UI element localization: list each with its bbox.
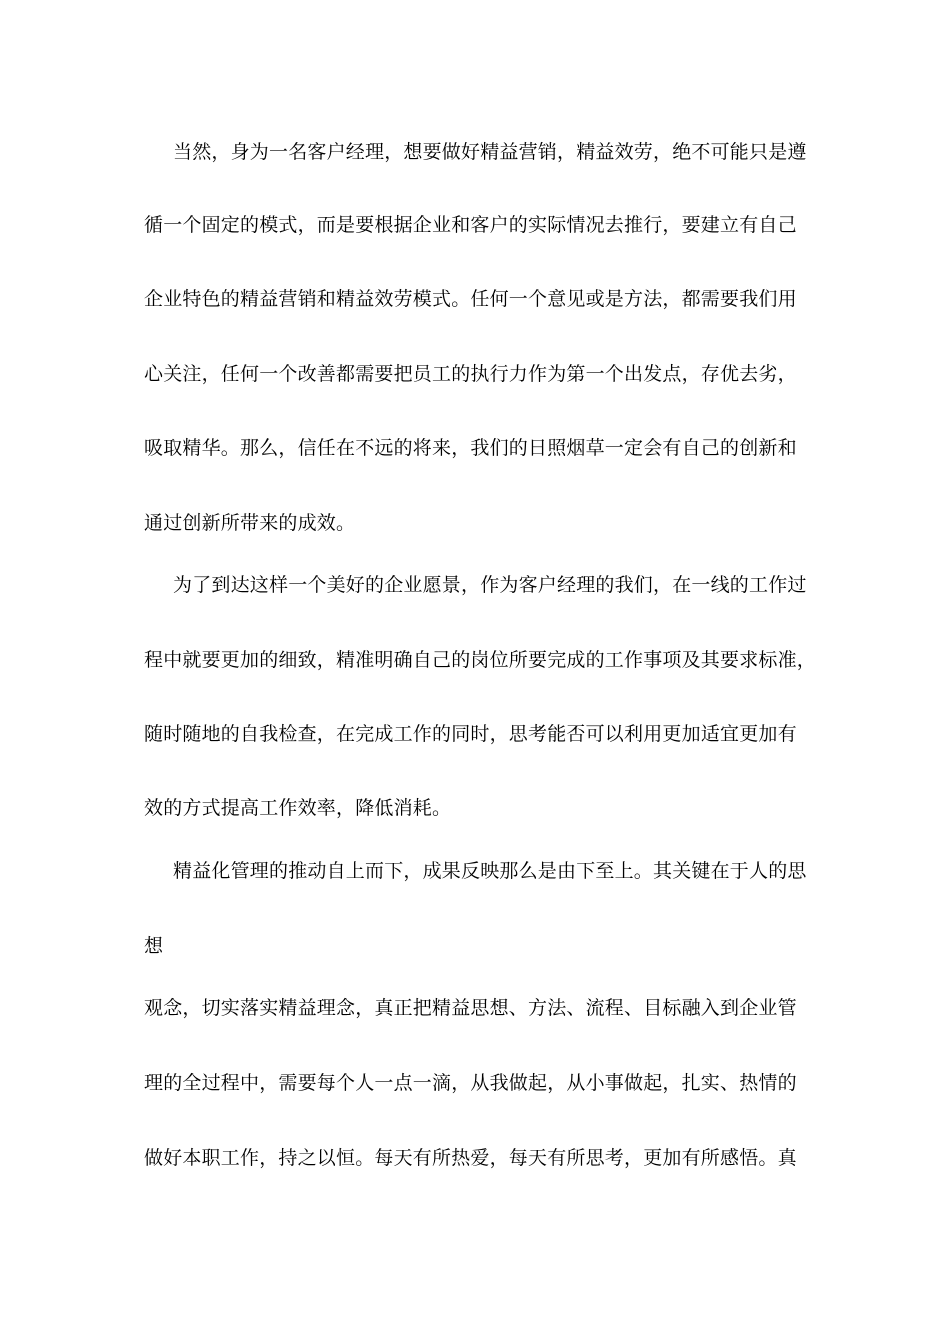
paragraph-3-line-1: 精益化管理的推动自上而下，成果反映那么是由下至上。其关键在于人的思	[173, 860, 807, 882]
paragraph-1-line-4: 心关注，任何一个改善都需要把员工的执行力作为第一个出发点，存优去劣，	[144, 363, 797, 385]
paragraph-2-line-2: 程中就要更加的细致，精准明确自己的岗位所要完成的工作事项及其要求标准，	[144, 649, 817, 671]
paragraph-3-line-5: 做好本职工作，持之以恒。每天有所热爱，每天有所思考，更加有所感悟。真	[144, 1147, 797, 1169]
paragraph-2-line-4: 效的方式提高工作效率，降低消耗。	[144, 797, 452, 819]
paragraph-2-line-3: 随时随地的自我检查，在完成工作的同时，思考能否可以利用更加适宜更加有	[144, 723, 797, 745]
paragraph-1-line-5: 吸取精华。那么，信任在不远的将来，我们的日照烟草一定会有自己的创新和	[144, 437, 797, 459]
paragraph-1-line-2: 循一个固定的模式，而是要根据企业和客户的实际情况去推行，要建立有自己	[144, 214, 797, 236]
paragraph-1-line-6: 通过创新所带来的成效。	[144, 512, 356, 534]
paragraph-2-line-1: 为了到达这样一个美好的企业愿景，作为客户经理的我们，在一线的工作过	[173, 574, 807, 596]
paragraph-1-line-3: 企业特色的精益营销和精益效劳模式。任何一个意见或是方法，都需要我们用	[144, 288, 797, 310]
paragraph-3-line-4: 理的全过程中，需要每个人一点一滴，从我做起，从小事做起，扎实、热情的	[144, 1072, 797, 1094]
paragraph-3-line-3: 观念，切实落实精益理念，真正把精益思想、方法、流程、目标融入到企业管	[144, 997, 797, 1019]
paragraph-3-line-2: 想	[144, 935, 164, 957]
paragraph-1-line-1: 当然，身为一名客户经理，想要做好精益营销，精益效劳，绝不可能只是遵	[173, 141, 807, 163]
